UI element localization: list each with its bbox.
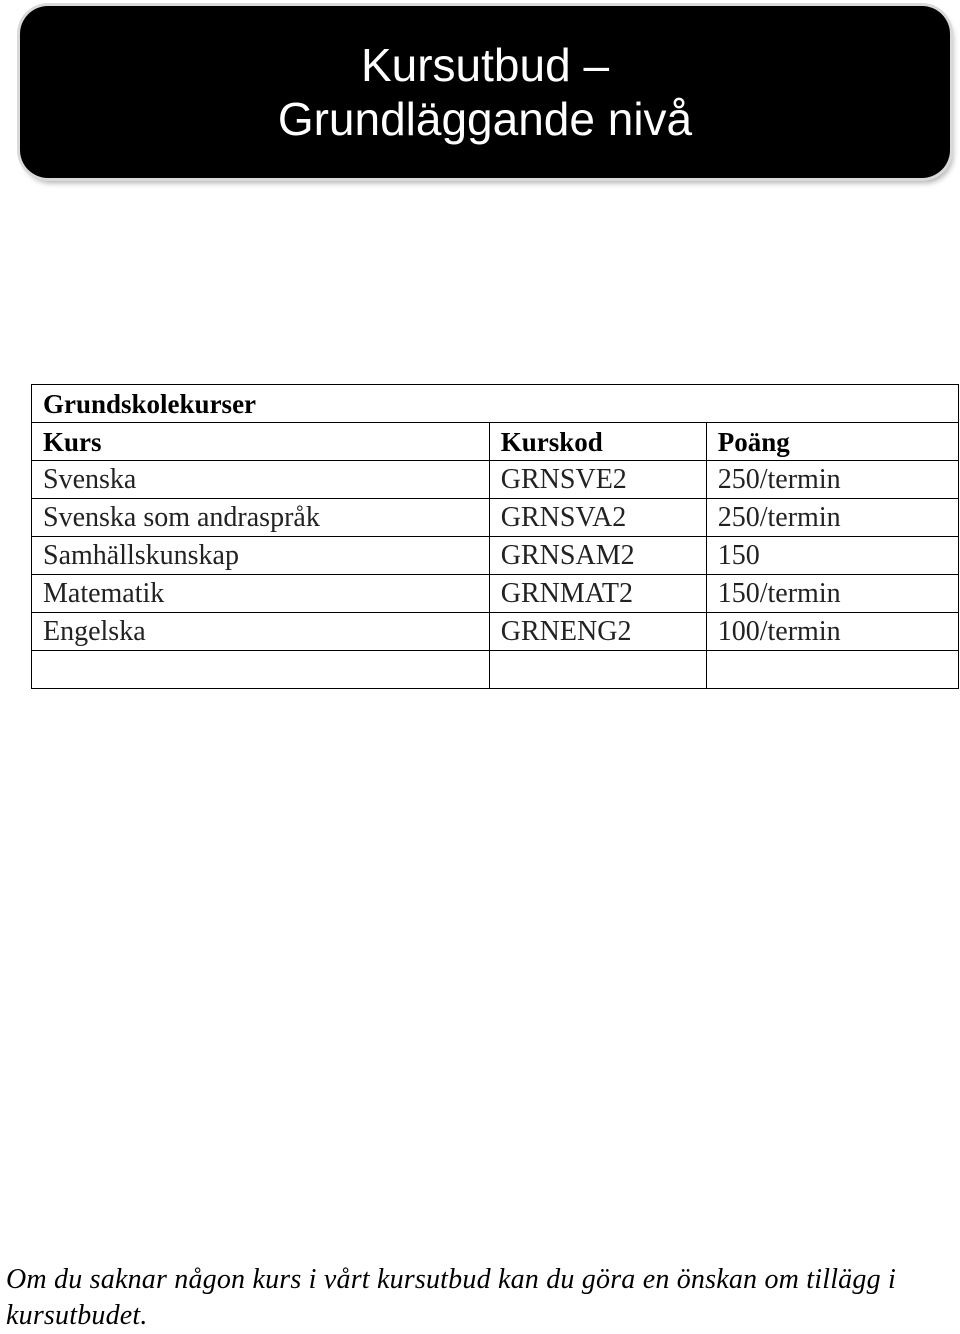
column-header-poang: Poäng <box>706 423 958 461</box>
table-header-row <box>32 423 959 461</box>
course-points-cell: 150 <box>706 537 958 575</box>
course-points-cell: 250/termin <box>706 461 958 499</box>
course-points-cell: 150/termin <box>706 575 958 613</box>
table-row <box>32 537 959 575</box>
header-title-line-2: Grundläggande nivå <box>277 93 693 145</box>
section-title: Grundskolekurser <box>32 385 959 423</box>
table-row <box>32 613 959 651</box>
course-code-cell: GRNENG2 <box>489 613 706 651</box>
table-row-empty <box>32 651 959 689</box>
page-header <box>20 6 950 178</box>
course-name-cell: Svenska <box>32 461 490 499</box>
table-row <box>32 461 959 499</box>
course-points-cell <box>706 651 958 689</box>
table-row <box>32 499 959 537</box>
course-name-cell: Samhällskunskap <box>32 537 490 575</box>
course-table <box>31 384 959 689</box>
column-header-kurs: Kurs <box>32 423 490 461</box>
course-points-cell: 100/termin <box>706 613 958 651</box>
table-section-row <box>32 385 959 423</box>
course-code-cell: GRNSVA2 <box>489 499 706 537</box>
footer-note: Om du saknar någon kurs i vårt kursutbud kan du göra en önskan om tillägg i kursutbudet. <box>6 1264 896 1331</box>
course-name-cell: Matematik <box>32 575 490 613</box>
course-code-cell: GRNMAT2 <box>489 575 706 613</box>
course-code-cell: GRNSVE2 <box>489 461 706 499</box>
header-title-line-1: Kursutbud – <box>360 39 610 91</box>
table-row <box>32 575 959 613</box>
column-header-kurskod: Kurskod <box>489 423 706 461</box>
course-code-cell: GRNSAM2 <box>489 537 706 575</box>
course-code-cell <box>489 651 706 689</box>
course-name-cell: Svenska som andraspråk <box>32 499 490 537</box>
course-points-cell: 250/termin <box>706 499 958 537</box>
course-name-cell <box>32 651 490 689</box>
course-name-cell: Engelska <box>32 613 490 651</box>
